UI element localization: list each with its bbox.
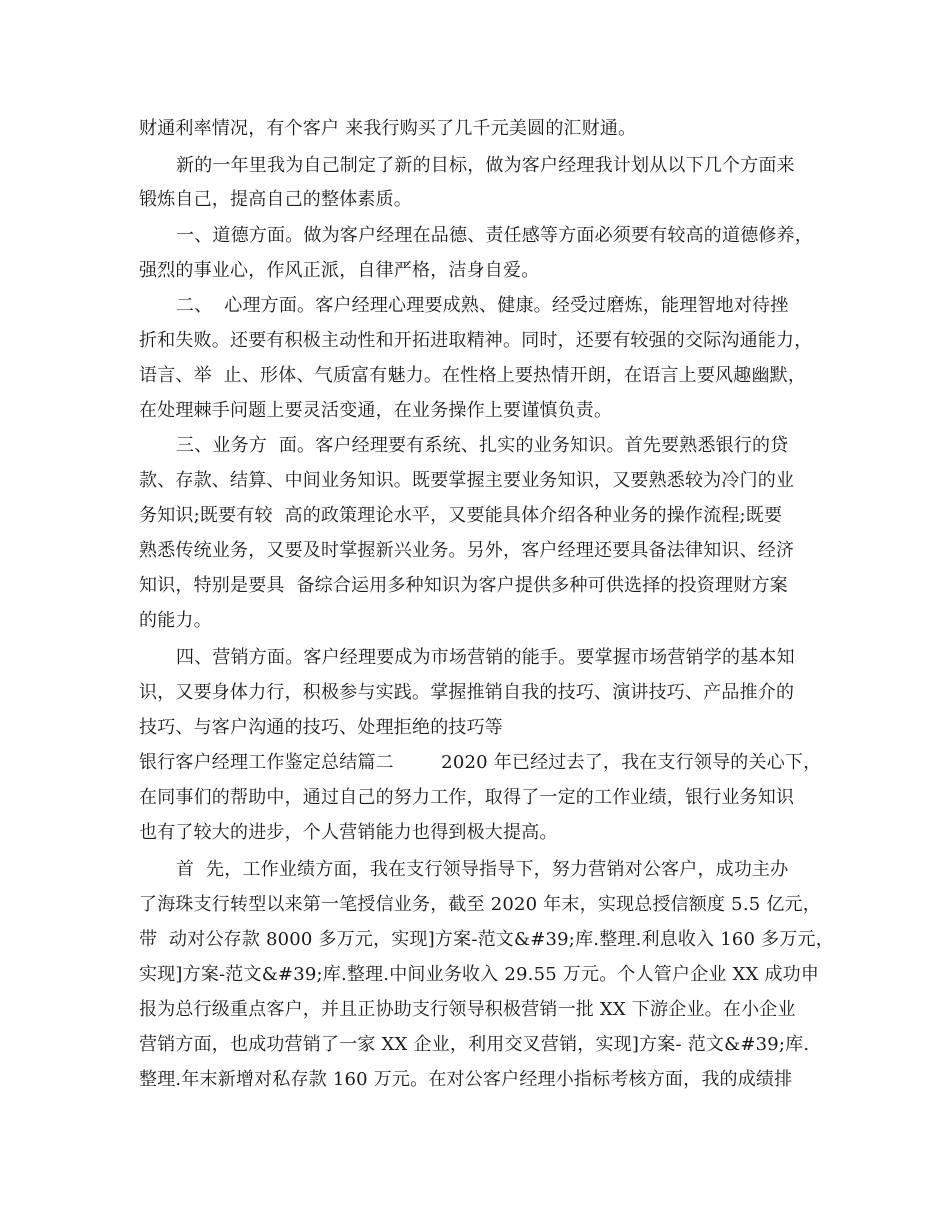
text-line: 语言、举 止、形体、气质富有魅力。在性格上要热情开朗，在语言上要风趣幽默， [139,365,807,386]
text-line: 的能力。 [139,610,212,631]
text-line: 首 先，工作业绩方面，我在支行领导指导下，努力营销对公客户，成功主办 [176,859,789,880]
text-line: 在处理棘手问题上要灵活变通，在业务操作上要谨慎负责。 [139,400,613,421]
text-line: 锻炼自己，提高自己的整体素质。 [139,189,412,210]
text-line: 了海珠支行转型以来第一笔授信业务，截至 2020 年末，实现总授信额度 5.5 亿元， [139,894,821,915]
text-line: 款、存款、结算、中间业务知识。既要掌握主要业务知识，又要熟悉较为冷门的业 [139,470,795,491]
text-line: 在同事们的帮助中，通过自己的努力工作，取得了一定的工作业绩，银行业务知识 [139,787,795,808]
text-line: 折和失败。还要有积极主动性和开拓进取精神。同时，还要有较强的交际沟通能力， [139,330,813,351]
text-line: 技巧、与客户沟通的技巧、处理拒绝的技巧等 [139,717,503,738]
text-line: 知识，特别是要具 备综合运用多种知识为客户提供多种可供选择的投资理财方案 [139,575,788,596]
text-line: 整理.年末新增对私存款 160 万元。在对公客户经理小指标考核方面，我的成绩排 [139,1069,793,1090]
text-line: 二、 心理方面。客户经理心理要成熟、健康。经受过磨炼，能理智地对待挫 [176,295,789,316]
text-line: 三、业务方 面。客户经理要有系统、扎实的业务知识。首先要熟悉银行的贷 [176,435,789,456]
text-line: 熟悉传统业务，又要及时掌握新兴业务。另外，客户经理还要具备法律知识、经济 [139,540,795,561]
text-line: 务知识;既要有较 高的政策理论水平，又要能具体介绍各种业务的操作流程;既要 [139,505,783,526]
text-line: 财通利率情况，有个客户 来我行购买了几千元美圆的汇财通。 [139,118,637,139]
text-line: 银行客户经理工作鉴定总结篇二 2020 年已经过去了，我在支行领导的关心下， [139,752,822,773]
text-line: 一、道德方面。做为客户经理在品德、责任感等方面必须要有较高的道德修养， [176,225,813,246]
text-line: 四、营销方面。客户经理要成为市场营销的能手。要掌握市场营销学的基本知 [176,647,795,668]
text-line: 报为总行级重点客户，并且正协助支行领导积极营销一批 XX 下游企业。在小企业 [139,999,796,1020]
text-line: 新的一年里我为自己制定了新的目标，做为客户经理我计划从以下几个方面来 [176,155,795,176]
text-line: 营销方面，也成功营销了一家 XX 企业，利用交叉营销，实现]方案- 范文&#39;库. [139,1034,810,1055]
text-line: 带 动对公存款 8000 多万元，实现]方案-范文&#39;库.整理.利息收入 160 多万元， [139,929,834,950]
text-line: 实现]方案-范文&#39;库.整理.中间业务收入 29.55 万元。个人管户企业 XX 成功申 [139,964,820,985]
text-line: 也有了较大的进步，个人营销能力也得到极大提高。 [139,822,558,843]
text-line: 识，又要身体力行，积极参与实践。掌握推销自我的技巧、演讲技巧、产品推介的 [139,682,795,703]
text-line: 强烈的事业心，作风正派，自律严格，洁身自爱。 [139,260,540,281]
